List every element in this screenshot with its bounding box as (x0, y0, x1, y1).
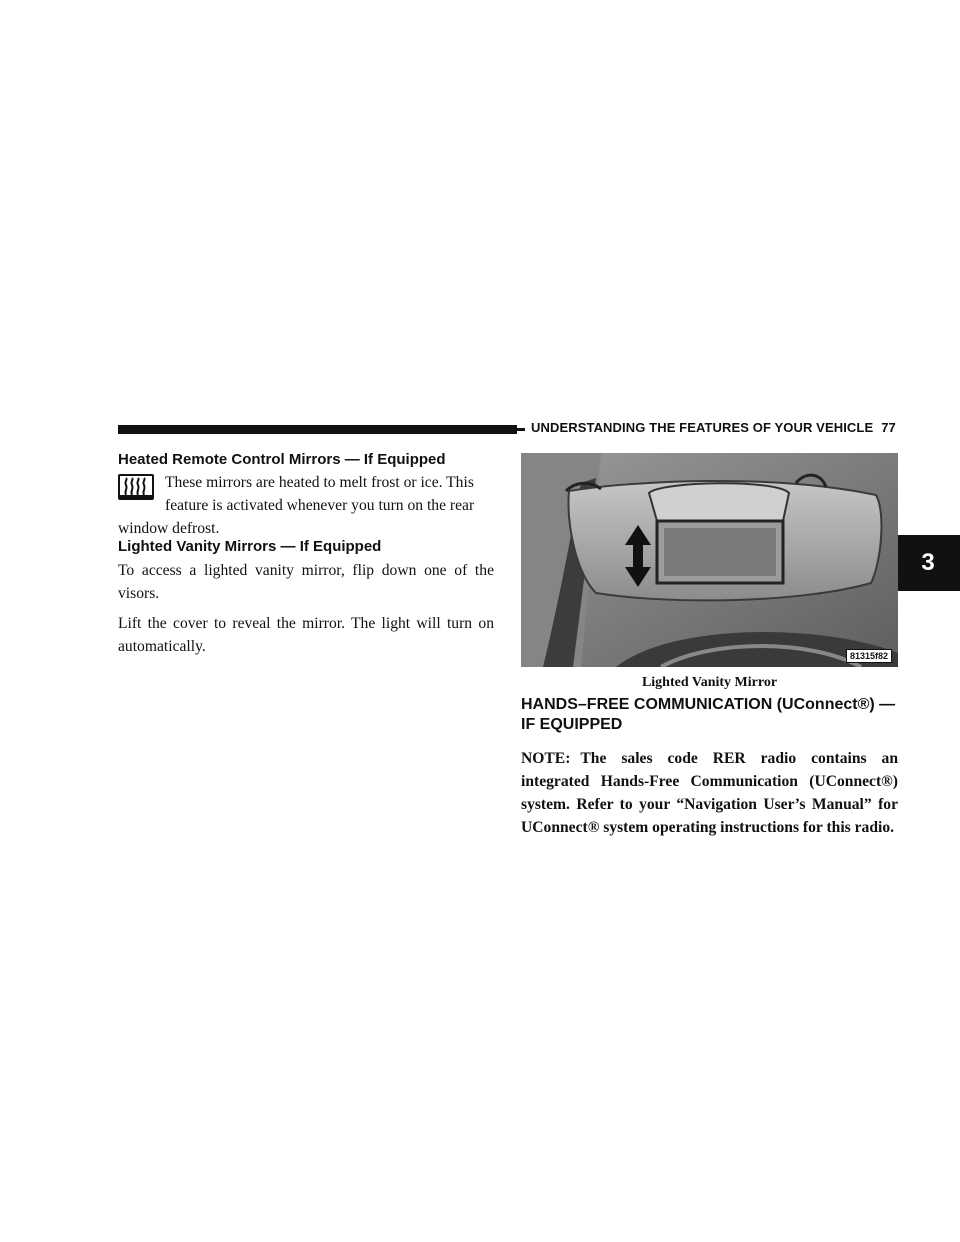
heated-mirrors-text-line1: These mirrors are heated to melt frost or ice. This (165, 474, 474, 491)
rear-defrost-icon (118, 474, 154, 500)
chapter-tab: 3 (896, 535, 960, 591)
vanity-mirror-illustration (521, 453, 898, 667)
header-rule-block (506, 425, 517, 434)
hands-free-heading-line1: HANDS–FREE COMMUNICATION (UConnect®) — (521, 696, 896, 713)
heated-mirrors-heading: Heated Remote Control Mirrors — If Equipped (118, 451, 446, 468)
header-rule-tail (517, 428, 525, 431)
running-header-title: UNDERSTANDING THE FEATURES OF YOUR VEHICLE (531, 420, 874, 435)
header-rule (118, 425, 506, 434)
hands-free-heading-line2: IF EQUIPPED (521, 716, 623, 733)
note-text: The sales code RER radio contains an integrated Hands-Free Communication (UConnect®) system. Refer to your “Navigation User’s Manual” for UConnect® system operating instructions for this radio. (521, 750, 898, 836)
note-paragraph (521, 747, 898, 839)
running-header (531, 420, 896, 435)
heated-mirrors-text-line2: feature is activated whenever you turn on the rear (165, 497, 475, 514)
vanity-mirrors-heading: Lighted Vanity Mirrors — If Equipped (118, 538, 382, 555)
figure-caption: Lighted Vanity Mirror (641, 675, 778, 690)
heated-mirrors-text-line3: window defrost. (118, 520, 220, 537)
vanity-mirrors-para1: To access a lighted vanity mirror, flip down one of the visors. (118, 562, 494, 602)
vanity-mirrors-para2: Lift the cover to reveal the mirror. The light will turn on automatically. (118, 615, 494, 655)
right-column (521, 695, 898, 839)
heated-mirrors-text (165, 471, 495, 517)
note-label: NOTE: (521, 750, 571, 767)
figure-code: 81315f82 (846, 649, 892, 663)
left-column (118, 450, 494, 470)
page-number: 77 (881, 420, 896, 435)
